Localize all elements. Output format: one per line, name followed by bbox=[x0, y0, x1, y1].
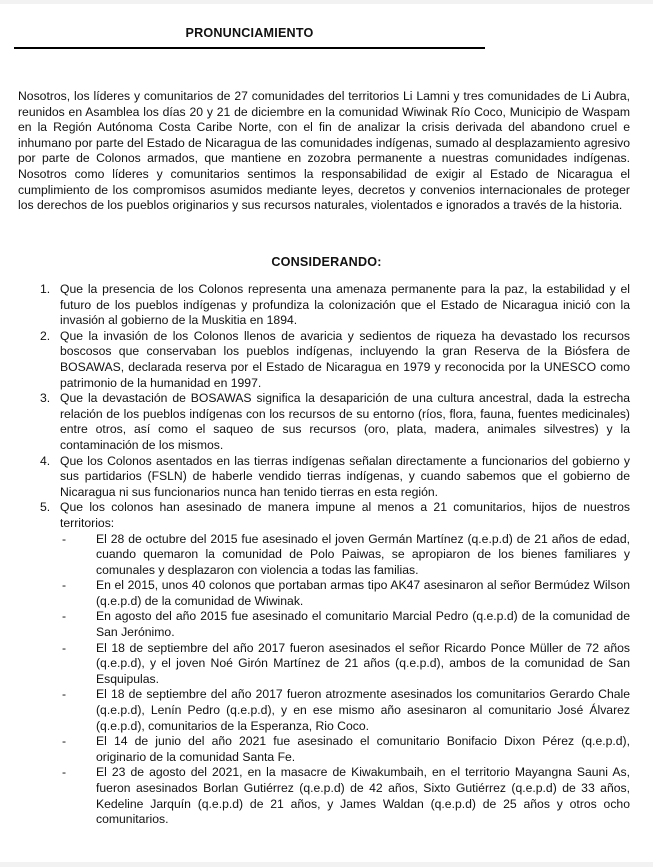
list-item-text: Que los Colonos asentados en las tierras indígenas señalan directamente a funcionarios del gobierno y sus partidarios (FSLN) de haberle vendido tierras indígenas, y cuando sabemos que el gobierno de Nicaragua ni sus funcionarios nunca han tenido tierras en esta región. bbox=[60, 453, 630, 499]
dash-bullet: - bbox=[62, 531, 67, 546]
document-title: PRONUNCIAMIENTO bbox=[185, 26, 314, 40]
list-item-number: 2. bbox=[40, 328, 51, 343]
document-page bbox=[0, 4, 653, 862]
sublist-item-text: En agosto del año 2015 fue asesinado el comunitario Marcial Pedro (q.e.p.d) de la comunidad de San Jerónimo. bbox=[96, 609, 630, 640]
list-item-text: Que la presencia de los Colonos representa una amenaza permanente para la paz, la estabilidad y el futuro de los pueblos indígenas y profundiza la colonización que el Estado de Nicaragua inició con la invasión al gobierno de la Muskitia en 1894. bbox=[60, 282, 630, 328]
sublist-item-text: El 18 de septiembre del año 2017 fueron atrozmente asesinados los comunitarios Gerardo Chale (q.e.p.d), Lenín Pedro (q.e.p.d), y en ese mismo año asesinaron al comunitario José Álvarez (q.e.p.d), comunitarios de la Esperanza, Rio Coco. bbox=[96, 687, 630, 733]
dash-bullet: - bbox=[62, 765, 67, 780]
sublist-item bbox=[60, 578, 630, 609]
list-item-number: 3. bbox=[40, 391, 51, 406]
sublist-item-text: El 14 de junio del año 2021 fue asesinado el comunitario Bonifacio Dixon Pérez (q.e.p.d), originario de la comunidad Santa Fe. bbox=[96, 734, 630, 764]
sublist-item bbox=[60, 532, 630, 579]
list-item bbox=[40, 282, 630, 329]
list-item-number: 4. bbox=[40, 453, 51, 468]
sublist-item bbox=[60, 641, 630, 688]
dash-bullet: - bbox=[62, 609, 67, 624]
list-item bbox=[40, 500, 630, 827]
list-item-text: Que la devastación de BOSAWAS significa la desaparición de una cultura ancestral, dada la estrecha relación de los pueblos indígenas con los recursos de su entorno (ríos, flora, fauna, fuentes medicinales) entre otros, así como el saqueo de sus recursos (oro, plata, madera, animales silvestres) y la contaminación de los mismos. bbox=[60, 391, 630, 452]
list-item-number: 5. bbox=[40, 500, 51, 515]
list-item bbox=[40, 391, 630, 453]
list-item bbox=[40, 454, 630, 501]
sublist-item bbox=[60, 609, 630, 640]
sublist-item-text: El 28 de octubre del 2015 fue asesinado el joven Germán Martínez (q.e.p.d) de 21 años de edad, cuando quemaron la comunidad de Polo Paiwas, se apropiaron de los bienes familiares y comunales y desplazaron con violencia a todas las familias. bbox=[96, 531, 630, 577]
title-underline bbox=[14, 47, 485, 49]
victims-sublist bbox=[60, 532, 630, 828]
sublist-item-text: El 23 de agosto del 2021, en la masacre de Kiwakumbaih, en el territorio Mayangna Sauni As, fueron asesinados Borlan Gutiérrez (q.e.p.d) de 42 años, Sixto Gutiérrez (q.e.p.d) de 33 años, Kedeline Jarquín (q.e.p.d) de 21 años, y James Waldan (q.e.p.d) de 25 años y otros ocho comunitarios. bbox=[96, 765, 630, 827]
list-item-text: Que los colonos han asesinado de manera impune al menos a 21 comunitarios, hijos de nuestros territorios: bbox=[60, 500, 630, 530]
sublist-item-text: En el 2015, unos 40 colonos que portaban armas tipo AK47 asesinaron al señor Bermúdez Wilson (q.e.p.d) de la comunidad de Wiwinak. bbox=[96, 578, 630, 608]
considerando-list bbox=[40, 282, 630, 828]
dash-bullet: - bbox=[62, 687, 67, 702]
dash-bullet: - bbox=[62, 640, 67, 655]
list-item-number: 1. bbox=[40, 282, 51, 296]
list-item-text: Que la invasión de los Colonos llenos de avaricia y sedientos de riqueza ha devastado los recursos boscosos que conservaban los pueblos indígenas, incluyendo la gran Reserva de la Biósfera de BOSAWAS, declarada reserva por el Estado de Nicaragua en 1979 y reconocida por la UNESCO como patrimonio de la humanidad en 1997. bbox=[60, 328, 630, 390]
intro-paragraph: Nosotros, los líderes y comunitarios de 27 comunidades del territorios Li Lamni y tres comunidades de Li Aubra, reunidos en Asamblea los días 20 y 21 de diciembre en la comunidad Wiwinak Río Coco, Municipio de Waspam en la Región Autónoma Costa Caribe Norte, con el fin de analizar la crisis derivada del abandono cruel e inhumano por parte del Estado de Nicaragua de las comunidades indígenas, sumado al desplazamiento agresivo por parte de Colonos armados, que mantiene en zozobra permanente a nuestras comunidades indígenas. Nosotros como líderes y comunitarios sentimos la responsabilidad de exigir al Estado de Nicaragua el cumplimiento de los compromisos asumidos mediante leyes, decretos y convenios internacionales de proteger los derechos de los pueblos originarios y sus recursos naturales, violentados e ignorados a través de la historia. bbox=[18, 89, 630, 213]
dash-bullet: - bbox=[62, 578, 67, 593]
sublist-item bbox=[60, 765, 630, 827]
list-item bbox=[40, 329, 630, 391]
sublist-item bbox=[60, 687, 630, 734]
sublist-item-text: El 18 de septiembre del año 2017 fueron asesinados el señor Ricardo Ponce Müller de 72 años (q.e.p.d), y el joven Noé Girón Martínez de 21 años (q.e.p.d), ambos de la comunidad de San Esquipulas. bbox=[96, 640, 630, 686]
sublist-item bbox=[60, 734, 630, 765]
dash-bullet: - bbox=[62, 734, 67, 749]
section-title-considerando: CONSIDERANDO: bbox=[271, 255, 382, 269]
